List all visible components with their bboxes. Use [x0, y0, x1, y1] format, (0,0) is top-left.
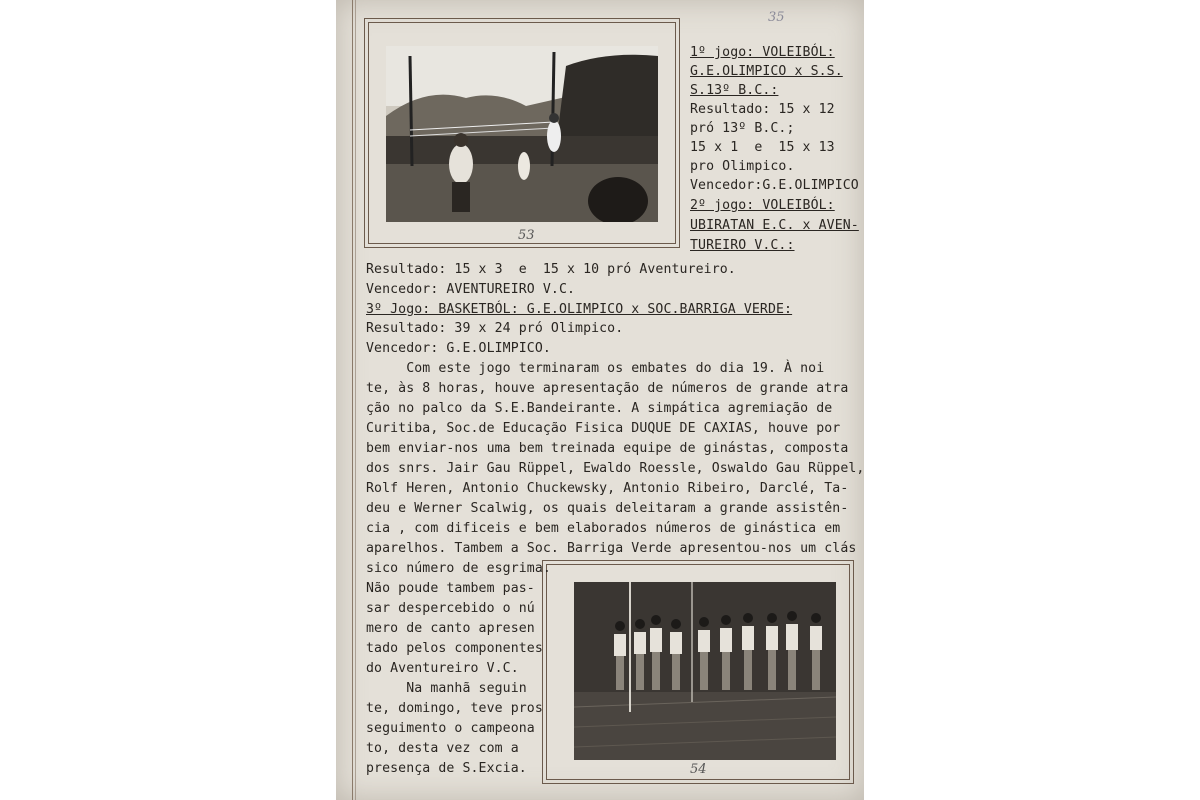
scrapbook-page — [336, 0, 864, 800]
text-line: Com este jogo terminaram os embates do dia 19. À noi — [366, 361, 825, 376]
text-line: pro Olimpico. — [690, 159, 795, 174]
text-line: 3º Jogo: BASKETBÓL: G.E.OLIMPICO x SOC.BARRIGA VERDE: — [366, 302, 793, 317]
text-line: aparelhos. Tambem a Soc. Barriga Verde apresentou-nos um clás — [366, 541, 857, 556]
photo-number-54: 54 — [690, 762, 707, 777]
text-line: tado pelos componentes — [366, 641, 543, 656]
text-line: Rolf Heren, Antonio Chuckewsky, Antonio Ribeiro, Darclé, Ta- — [366, 481, 849, 496]
text-line: Resultado: 39 x 24 pró Olimpico. — [366, 321, 624, 336]
text-line: sar despercebido o nú — [366, 601, 535, 616]
text-line: Não poude tambem pas- — [366, 581, 535, 596]
text-line: G.E.OLIMPICO x S.S. — [690, 64, 843, 79]
margin-rule — [352, 0, 353, 800]
text-line: 2º jogo: VOLEIBÓL: — [690, 198, 835, 213]
photo-number-53: 53 — [518, 228, 535, 243]
text-line: dos snrs. Jair Gau Rüppel, Ewaldo Roessle, Oswaldo Gau Rüppel, — [366, 461, 865, 476]
page-number: 35 — [768, 10, 785, 25]
text-line: 15 x 1 e 15 x 13 — [690, 140, 835, 155]
text-line: Resultado: 15 x 12 — [690, 102, 835, 117]
text-line: Vencedor: AVENTUREIRO V.C. — [366, 282, 576, 297]
text-line: TUREIRO V.C.: — [690, 238, 795, 253]
text-line: pró 13º B.C.; — [690, 121, 795, 136]
text-line: mero de canto apresen — [366, 621, 535, 636]
volleyball-photo — [386, 46, 658, 222]
text-line: sico número de esgrima. — [366, 561, 551, 576]
text-line: deu e Werner Scalwig, os quais deleitaram a grande assistên- — [366, 501, 849, 516]
text-line: ção no palco da S.E.Bandeirante. A simpática agremiação de — [366, 401, 833, 416]
text-line: to, desta vez com a — [366, 741, 519, 756]
text-line: Vencedor: G.E.OLIMPICO. — [366, 341, 551, 356]
text-line: te, às 8 horas, houve apresentação de números de grande atra — [366, 381, 849, 396]
text-line: Na manhã seguin — [366, 681, 527, 696]
text-line: te, domingo, teve pros — [366, 701, 543, 716]
text-line: Resultado: 15 x 3 e 15 x 10 pró Aventureiro. — [366, 262, 736, 277]
text-line: S.13º B.C.: — [690, 83, 779, 98]
text-line: presença de S.Excia. — [366, 761, 527, 776]
text-line: seguimento o campeona — [366, 721, 535, 736]
text-line: 1º jogo: VOLEIBÓL: — [690, 45, 835, 60]
margin-rule-inner — [355, 0, 356, 800]
text-line: Vencedor:G.E.OLIMPICO — [690, 178, 859, 193]
text-line: Curitiba, Soc.de Educação Fisica DUQUE DE CAXIAS, houve por — [366, 421, 841, 436]
text-line: do Aventureiro V.C. — [366, 661, 519, 676]
text-line: bem enviar-nos uma bem treinada equipe de ginástas, composta — [366, 441, 849, 456]
text-line: cia , com dificeis e bem elaborados números de ginástica em — [366, 521, 841, 536]
text-line: UBIRATAN E.C. x AVEN- — [690, 218, 859, 233]
gymnasts-photo — [574, 582, 836, 760]
